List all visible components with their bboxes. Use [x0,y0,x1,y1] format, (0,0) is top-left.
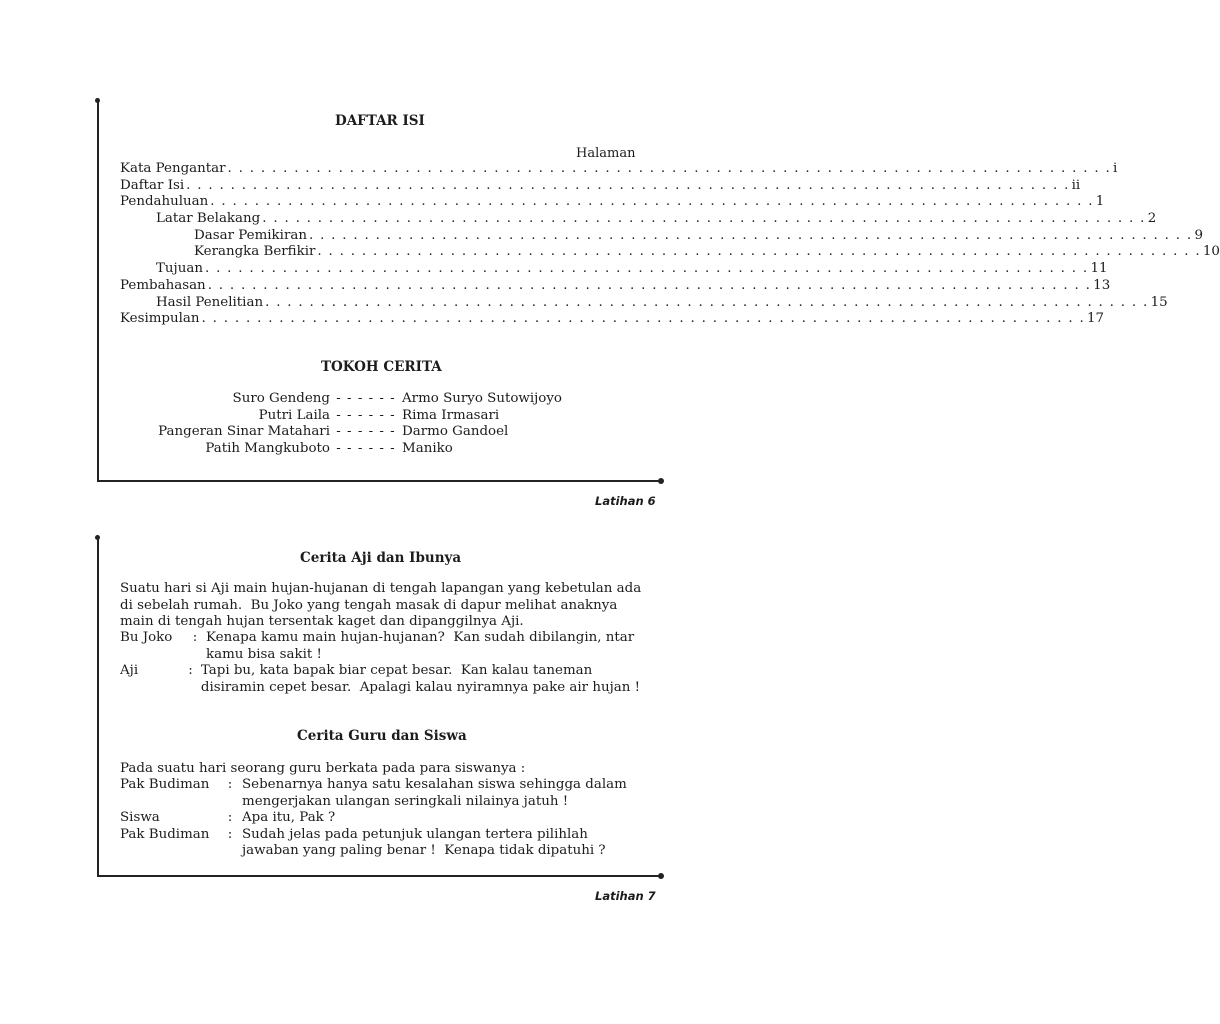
toc-entry [120,294,1168,312]
toc-entry-page: 15 [1150,294,1168,310]
toc-entry [120,177,1081,195]
dialog-line [120,663,640,696]
toc-entry [120,211,1157,228]
footer-latihan-6: Latihan 6 [595,494,656,508]
toc-entry-label: Tujuan [156,261,203,277]
dialog-colon: : [227,777,233,792]
dialog-line [120,810,640,827]
cast-role: Patih Mangkuboto [205,440,330,456]
toc-leader-dots: . . . . . . . . . . . . . . . . . . . . . . . . . . . . . . . . . . . . . . . . . . . . . . . . . . . . . . . . . . . . . . . . . . . . . . . . . . . . . . . . [186,177,1070,193]
toc-entry-label: Kesimpulan [120,311,200,327]
toc-entry-label: Kata Pengantar [120,161,226,176]
toc-leader-dots: . . . . . . . . . . . . . . . . . . . . . . . . . . . . . . . . . . . . . . . . . . . . . . . . . . . . . . . . . . . . . . . . . . . . . . . . . . . . . . . . [265,294,1149,310]
text-line: di sebelah rumah. Bu Joko yang tengah masak di dapur melihat anaknya [120,597,618,613]
dialog-speaker: Aji [120,663,139,678]
frame-bottom-line [97,480,662,482]
dialog-speaker: Bu Joko [120,630,173,645]
toc-page-heading: Halaman [576,146,636,161]
toc-leader-dots: . . . . . . . . . . . . . . . . . . . . . . . . . . . . . . . . . . . . . . . . . . . . . . . . . . . . . . . . . . . . . . . . . . . . . . . . . . . . . . . . [308,227,1193,243]
frame-right-dot [658,478,664,484]
dialog-speaker: Siswa [120,810,160,825]
toc-entry-page: 11 [1090,261,1108,277]
toc-leader-dots: . . . . . . . . . . . . . . . . . . . . . . . . . . . . . . . . . . . . . . . . . . . . . . . . . . . . . . . . . . . . . . . . . . . . . . . . . . . . . . . . [227,161,1111,176]
dialog-text: Sudah jelas pada petunjuk ulangan tertera pilihlah jawaban yang paling benar ! Kenapa tidak dipatuhi ? [242,826,606,858]
story1-title: Cerita Aji dan Ibunya [300,550,462,566]
table-of-contents [120,161,1220,328]
toc-leader-dots: . . . . . . . . . . . . . . . . . . . . . . . . . . . . . . . . . . . . . . . . . . . . . . . . . . . . . . . . . . . . . . . . . . . . . . . . . . . . . . . . [204,261,1089,277]
toc-entry [120,311,1105,328]
cast-separator: - - - - - - [336,424,396,439]
toc-entry-label: Pembahasan [120,277,206,293]
dialog-line [120,777,640,810]
cast-separator: - - - - - - [336,391,396,406]
story1-dialog [120,630,640,696]
cast-row [90,391,562,408]
dialog-speaker: Pak Budiman [120,826,210,842]
toc-entry [120,161,1118,178]
toc-entry-page: i [1113,161,1118,176]
cast-separator: - - - - - - [336,440,396,456]
toc-entry [120,277,1111,295]
dialog-text: Apa itu, Pak ? [242,810,336,825]
toc-entry-label: Daftar Isi [120,177,185,193]
toc-entry-page: 1 [1095,194,1105,210]
story2-title: Cerita Guru dan Siswa [297,728,467,744]
toc-entry-page: 10 [1202,244,1220,260]
dialog-colon: : [192,630,198,645]
toc-entry-label: Kerangka Berfikir [194,244,316,260]
story1-intro [120,581,640,631]
cast-list [90,391,562,457]
toc-entry-page: 2 [1147,211,1157,227]
cast-title: TOKOH CERITA [321,359,442,375]
toc-entry [120,227,1203,245]
dialog-speaker: Pak Budiman [120,777,210,792]
toc-entry [120,261,1108,278]
toc-entry-label: Hasil Penelitian [156,294,264,310]
frame2-left-line [97,537,99,877]
toc-entry-label: Dasar Pemikiran [194,227,307,243]
text-line: Suatu hari si Aji main hujan-hujanan di tengah lapangan yang kebetulan ada [120,581,642,596]
story2-intro [120,761,640,778]
dialog-text: Tapi bu, kata bapak biar cepat besar. Kan kalau taneman disiramin cepet besar. Apalagi kalau nyiramnya pake air hujan ! [200,663,640,695]
cast-row [90,441,562,458]
cast-role: Suro Gendeng [232,391,330,406]
cast-role: Putri Laila [258,407,330,423]
dialog-colon: : [227,826,233,842]
dialog-colon: : [188,663,193,678]
toc-entry [120,244,1220,261]
story2-dialog [120,777,640,860]
toc-leader-dots: . . . . . . . . . . . . . . . . . . . . . . . . . . . . . . . . . . . . . . . . . . . . . . . . . . . . . . . . . . . . . . . . . . . . . . . . . . . . . . . . [207,277,1092,293]
cast-actor: Armo Suryo Sutowijoyo [402,391,562,406]
dialog-line [120,827,640,860]
dialog-colon: : [227,810,233,825]
toc-entry [120,194,1105,211]
cast-row [90,424,562,441]
dialog-text: Kenapa kamu main hujan-hujanan? Kan sudah dibilangin, ntar kamu bisa sakit ! [206,630,635,662]
toc-title: DAFTAR ISI [335,113,425,129]
cast-actor: Darmo Gandoel [402,424,509,439]
toc-entry-label: Pendahuluan [120,194,209,210]
frame2-bottom-line [97,875,662,877]
cast-row [90,408,562,425]
toc-leader-dots: . . . . . . . . . . . . . . . . . . . . . . . . . . . . . . . . . . . . . . . . . . . . . . . . . . . . . . . . . . . . . . . . . . . . . . . . . . . . . . . . [210,194,1094,210]
text-line: main di tengah hujan tersentak kaget dan dipanggilnya Aji. [120,614,524,629]
cast-actor: Maniko [402,440,453,456]
cast-role: Pangeran Sinar Matahari [158,424,330,439]
text-line: Pada suatu hari seorang guru berkata pada para siswanya : [120,761,526,776]
dialog-text: Sebenarnya hanya satu kesalahan siswa sehingga dalam mengerjakan ulangan seringkali nilainya jatuh ! [242,777,627,809]
cast-actor: Rima Irmasari [402,407,500,423]
toc-entry-label: Latar Belakang [156,211,261,227]
footer-latihan-7: Latihan 7 [595,889,656,903]
dialog-line [120,630,640,663]
toc-leader-dots: . . . . . . . . . . . . . . . . . . . . . . . . . . . . . . . . . . . . . . . . . . . . . . . . . . . . . . . . . . . . . . . . . . . . . . . . . . . . . . . . [201,311,1085,327]
toc-leader-dots: . . . . . . . . . . . . . . . . . . . . . . . . . . . . . . . . . . . . . . . . . . . . . . . . . . . . . . . . . . . . . . . . . . . . . . . . . . . . . . . . [262,211,1146,227]
toc-entry-page: 17 [1087,311,1105,327]
frame2-right-dot [658,873,664,879]
toc-entry-page: ii [1071,177,1081,193]
toc-entry-page: 13 [1093,277,1111,293]
cast-separator: - - - - - - [336,407,396,423]
toc-leader-dots: . . . . . . . . . . . . . . . . . . . . . . . . . . . . . . . . . . . . . . . . . . . . . . . . . . . . . . . . . . . . . . . . . . . . . . . . . . . . . . . . [317,244,1201,260]
toc-entry-page: 9 [1194,227,1203,243]
